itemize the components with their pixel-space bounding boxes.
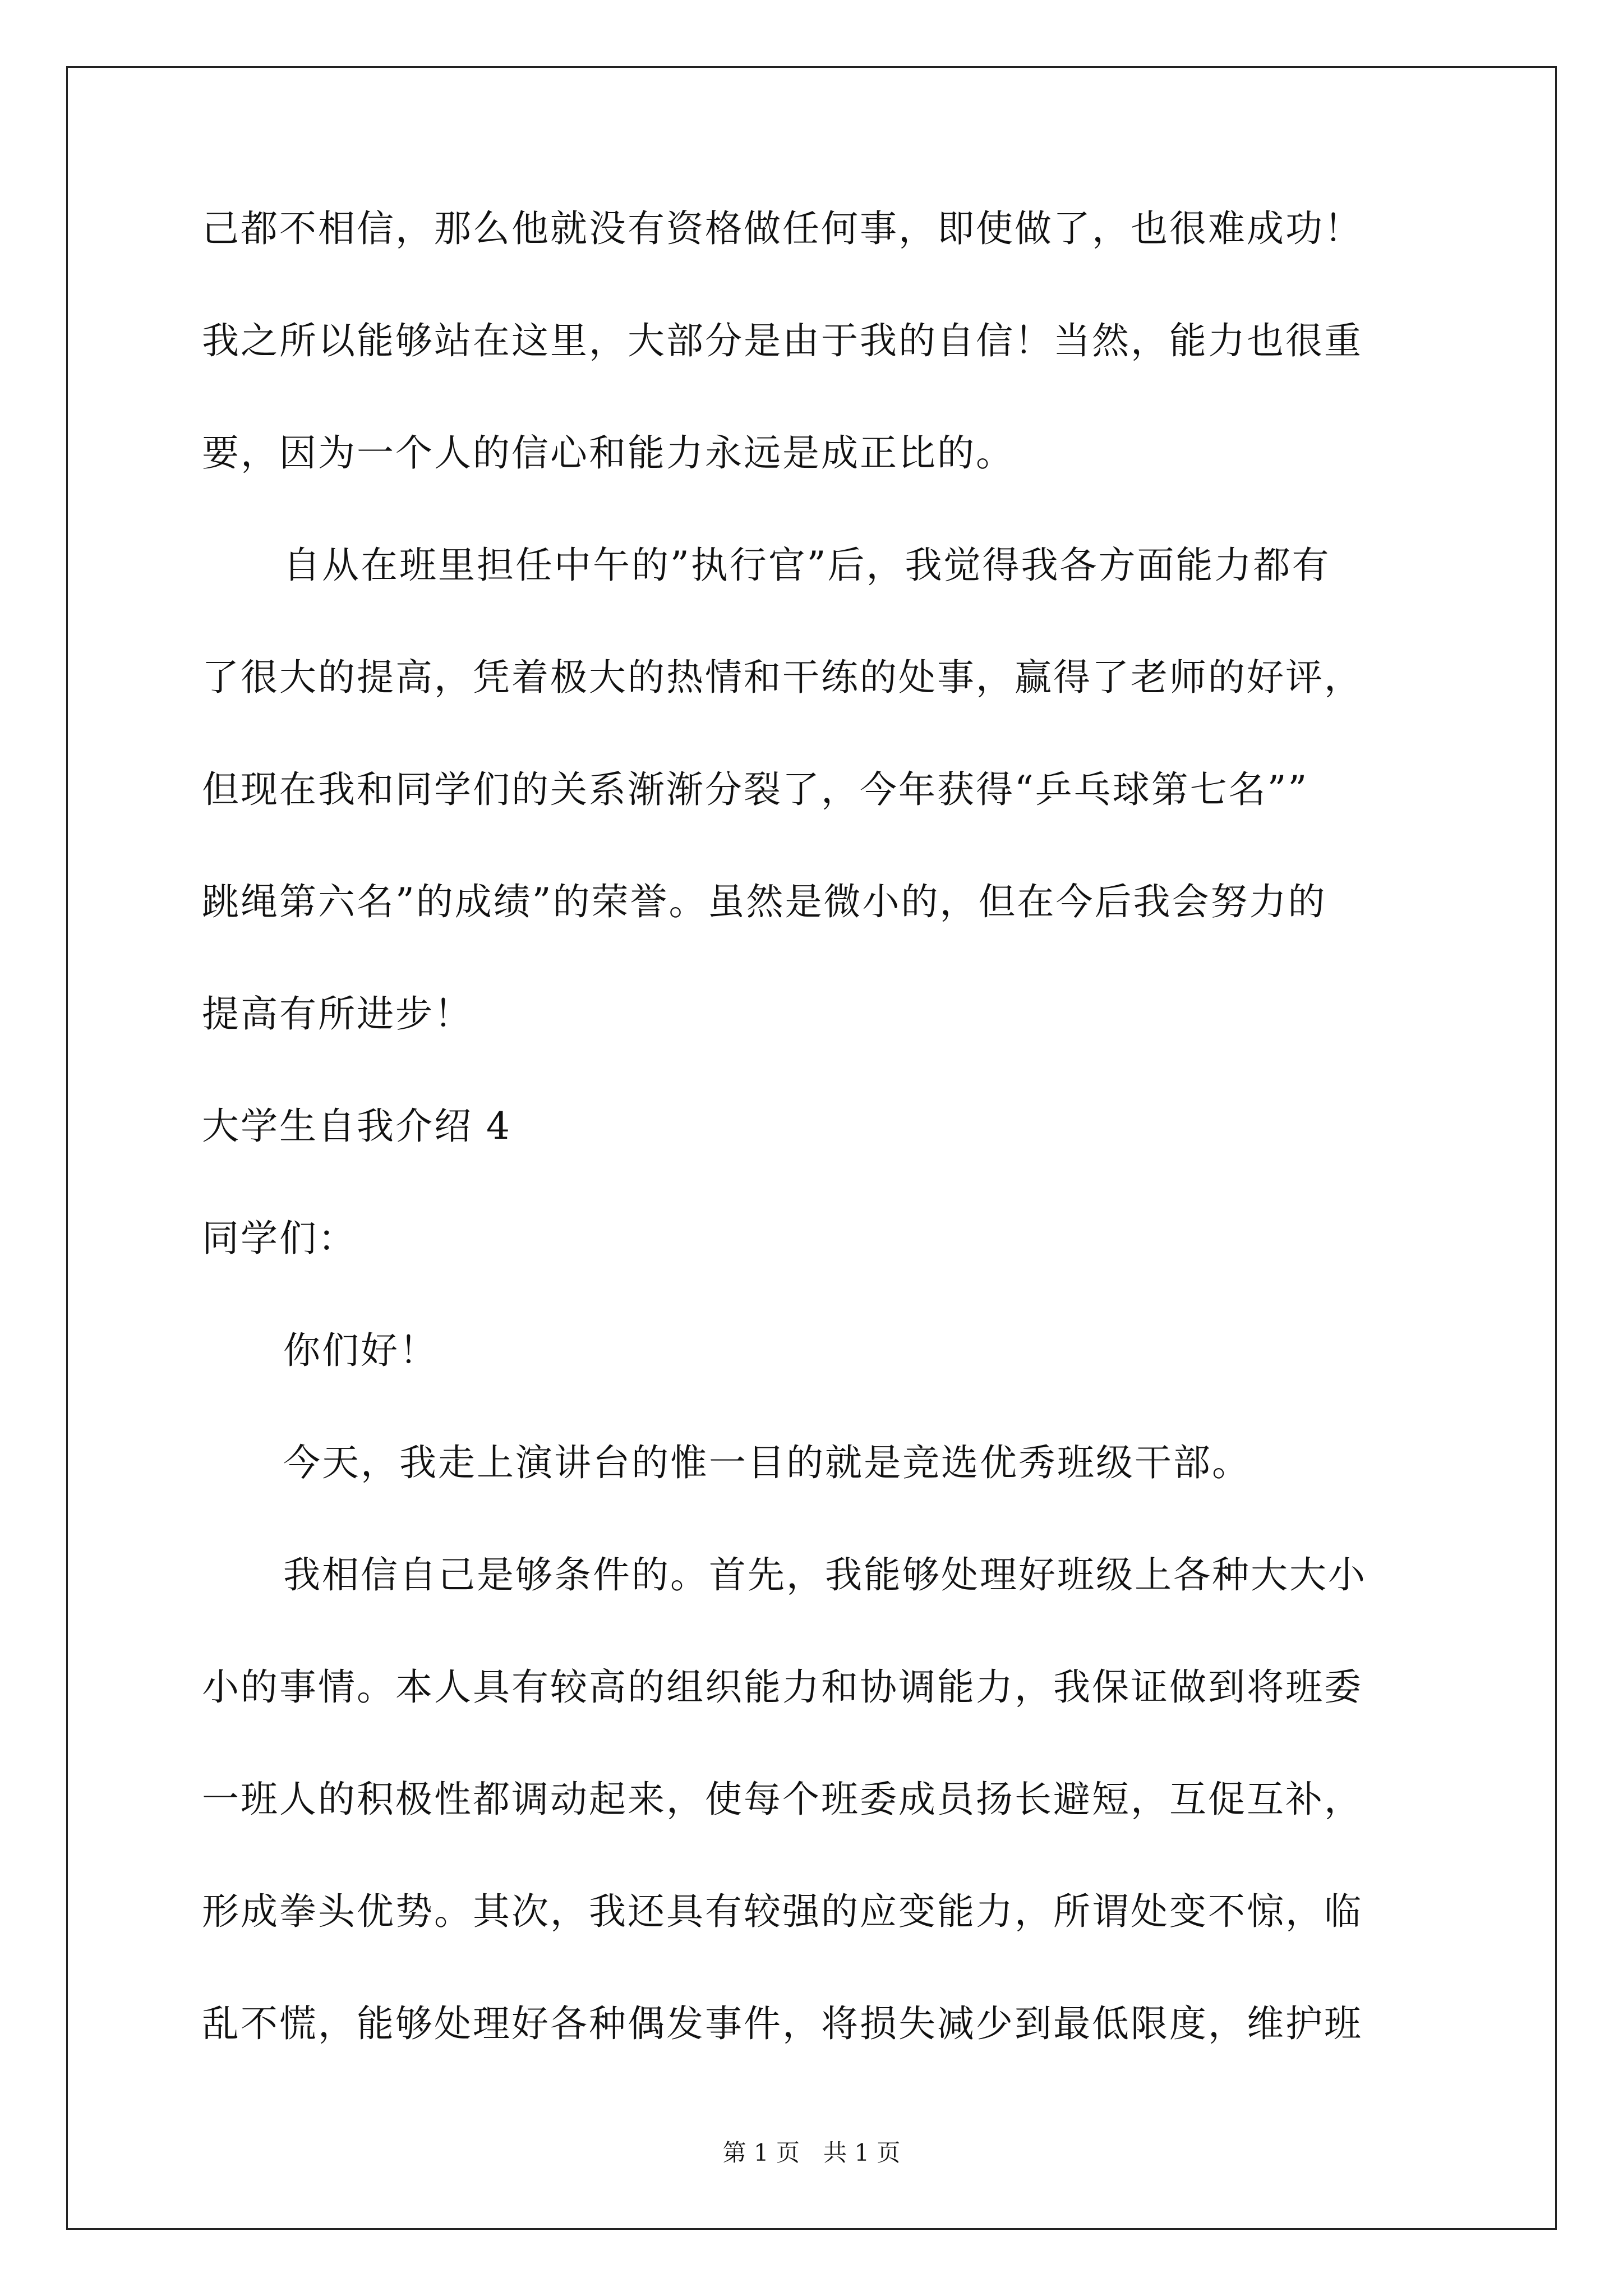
text-line: 小的事情。本人具有较高的组织能力和协调能力，我保证做到将班委 bbox=[202, 1665, 1363, 1709]
page-number-footer: 第 1 页 共 1 页 bbox=[722, 2139, 901, 2166]
paragraph-start-line: 自从在班里担任中午的”执行官”后，我觉得我各方面能力都有 bbox=[283, 544, 1331, 587]
text-line: 己都不相信，那么他就没有资格做任何事，即使做了，也很难成功！ bbox=[202, 207, 1363, 250]
text-line: 提高有所进步！ bbox=[202, 992, 473, 1036]
document-body bbox=[202, 202, 1424, 2109]
salutation: 同学们： bbox=[202, 1217, 357, 1260]
text-line: 乱不慌，能够处理好各种偶发事件，将损失减少到最低限度，维护班 bbox=[202, 2002, 1363, 2045]
text-line: 一班人的积极性都调动起来，使每个班委成员扬长避短，互促互补， bbox=[202, 1778, 1363, 1821]
text-line: 要，因为一个人的信心和能力永远是成正比的。 bbox=[202, 431, 1015, 475]
text-line: 跳绳第六名”的成绩”的荣誉。虽然是微小的，但在今后我会努力的 bbox=[202, 880, 1327, 923]
text-line: 我之所以能够站在这里，大部分是由于我的自信！当然，能力也很重 bbox=[202, 319, 1363, 362]
paragraph-start-line: 我相信自己是够条件的。首先，我能够处理好班级上各种大大小 bbox=[283, 1553, 1367, 1596]
paragraph-start-line: 今天，我走上演讲台的惟一目的就是竞选优秀班级干部。 bbox=[283, 1441, 1251, 1484]
section-heading: 大学生自我介绍 4 bbox=[202, 1105, 511, 1148]
greeting: 你们好！ bbox=[283, 1329, 438, 1372]
text-line: 了很大的提高，凭着极大的热情和干练的处事，赢得了老师的好评， bbox=[202, 656, 1363, 699]
text-line: 但现在我和同学们的关系渐渐分裂了，今年获得“乒乓球第七名”” bbox=[202, 768, 1309, 811]
text-line: 形成拳头优势。其次，我还具有较强的应变能力，所谓处变不惊，临 bbox=[202, 1890, 1363, 1933]
